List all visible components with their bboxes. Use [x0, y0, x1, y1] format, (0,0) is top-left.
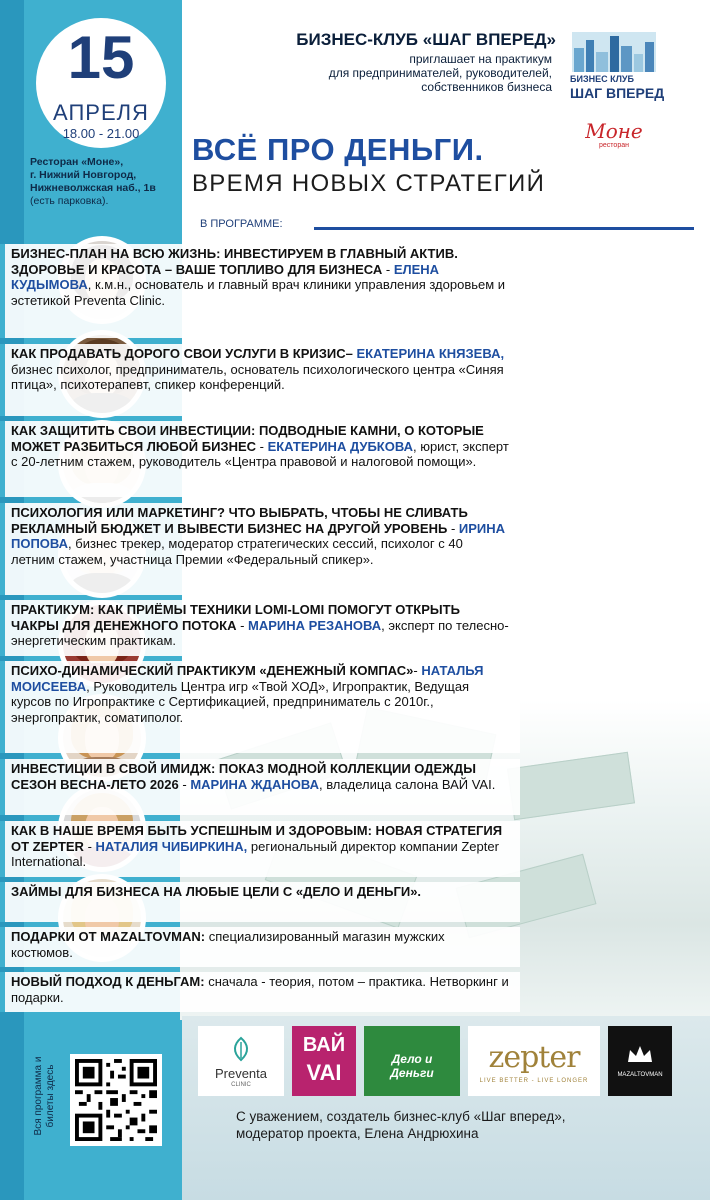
venue-line-3: Нижневолжская наб., 1в	[30, 182, 156, 194]
qr-code[interactable]	[70, 1054, 162, 1146]
qr-code-pattern	[75, 1059, 157, 1141]
club-logo-text-2: ШАГ ВПЕРЕД	[570, 85, 665, 101]
program-item	[0, 661, 520, 753]
venue-line-2: г. Нижний Новгород,	[30, 169, 137, 181]
program-item-title: ИНВЕСТИЦИИ В СВОЙ ИМИДЖ: ПОКАЗ МОДНОЙ КОЛЛЕКЦИИ ОДЕЖДЫ СЕЗОН ВЕСНА-ЛЕТО 2026	[11, 761, 476, 792]
mazaltovman-logo	[608, 1026, 672, 1096]
signature-line-2: модератор проекта, Елена Андрюхина	[236, 1126, 479, 1141]
speaker-name: ЕЛЕНА КУДЫМОВА	[11, 261, 440, 293]
invite-line-2: для предпринимателей, руководителей,	[328, 66, 552, 80]
program-item-sep: -	[382, 261, 394, 277]
vai-logo-bottom: VAI	[306, 1060, 342, 1085]
crown-icon	[626, 1044, 654, 1064]
program-item-title: КАК В НАШЕ ВРЕМЯ БЫТЬ УСПЕШНЫМ И ЗДОРОВЫМ: НОВАЯ СТРАТЕГИЯ ОТ ZEPTER	[11, 823, 503, 854]
club-invite-subtitle	[236, 52, 552, 94]
program-item	[0, 503, 520, 595]
speaker-name: ЕКАТЕРИНА КНЯЗЕВА,	[356, 346, 505, 361]
date-badge	[36, 18, 166, 148]
delo-i-dengi-logo	[364, 1026, 460, 1096]
club-logo	[568, 30, 665, 108]
invite-line-3: собственников бизнеса	[421, 80, 552, 94]
qr-caption: Вся программа и билеты здесь	[33, 1056, 56, 1136]
banknote-art	[507, 752, 635, 820]
program-item-sep: -	[413, 663, 422, 678]
speaker-name: НАТАЛЬЯ МОИСЕЕВА	[11, 663, 484, 694]
vai-logo	[292, 1026, 356, 1096]
main-subtitle: ВРЕМЯ НОВЫХ СТРАТЕГИЙ	[192, 170, 546, 197]
speaker-name: МАРИНА РЕЗАНОВА	[248, 617, 382, 633]
mone-logo-word: Моне	[585, 119, 643, 143]
preventa-logo	[198, 1026, 284, 1096]
date-time: 18.00 - 21.00	[62, 126, 140, 141]
speaker-name: НАТАЛИЯ ЧИБИРКИНА,	[95, 838, 248, 854]
program-label: В ПРОГРАММЕ:	[200, 218, 283, 230]
speaker-description: , к.м.н., основатель и главный врач клиники управления здоровьем и эстетикой Preventa Clinic.	[11, 277, 506, 308]
date-day: 15	[67, 24, 135, 91]
program-item	[0, 882, 520, 922]
speaker-description: региональный директор компании Zepter International.	[11, 838, 499, 870]
club-logo-text-1: БИЗНЕС КЛУБ	[570, 74, 634, 84]
signature	[236, 1108, 706, 1142]
speaker-description: , бизнес трекер, модератор стратегических сессий, психолог с 40 летним стажем, участница Премии «Федеральный спикер».	[11, 536, 463, 567]
leaf-icon	[226, 1036, 256, 1062]
vai-logo-top: ВАЙ	[302, 1034, 346, 1056]
speaker-description: , владелица салона ВАЙ VAI.	[318, 776, 496, 792]
program-divider	[314, 227, 694, 230]
program-item	[0, 421, 520, 497]
invite-line-1: приглашает на практикум	[409, 52, 552, 66]
date-month: АПРЕЛЯ	[53, 100, 149, 125]
program-item	[0, 244, 520, 338]
venue-address	[30, 156, 180, 208]
zepter-logo-text: zepter	[488, 1040, 580, 1075]
speaker-description: , Руководитель Центра игр «Твой ХОД», Игропрактик, Ведущая курсов по Игропрактике с Сертификацией, предприниматель с 2010г., энергопрактик, соматиполог.	[11, 678, 470, 725]
speaker-description: бизнес психолог, предприниматель, основатель психологического центра «Синяя птица», психотерапевт, спикер конференций.	[11, 361, 504, 393]
program-item-title: БИЗНЕС-ПЛАН НА ВСЮ ЖИЗНЬ: ИНВЕСТИРУЕМ В ГЛАВНЫЙ АКТИВ. ЗДОРОВЬЕ И КРАСОТА – ВАШЕ ТОПЛИВО ДЛЯ БИЗНЕСА	[11, 246, 458, 277]
mone-logo-sub: ресторан	[599, 142, 629, 149]
program-item-description: специализированный магазин мужских костюмов.	[11, 929, 445, 960]
program-item-title: ПСИХОЛОГИЯ ИЛИ МАРКЕТИНГ? ЧТО ВЫБРАТЬ, ЧТОБЫ НЕ СЛИВАТЬ РЕКЛАМНЫЙ БЮДЖЕТ И ВЫВЕСТИ БИЗНЕС НА ДРУГОЙ УРОВЕНЬ	[11, 505, 468, 536]
signature-line-1: С уважением, создатель бизнес-клуб «Шаг вперед»,	[236, 1109, 566, 1124]
program-item-sep: -	[256, 438, 268, 454]
speaker-name: ИРИНА ПОПОВА	[11, 520, 506, 552]
program-item	[0, 759, 520, 815]
speaker-description: , эксперт по телесно-энергетическим практикам.	[11, 617, 509, 649]
main-title: ВСЁ ПРО ДЕНЬГИ.	[192, 132, 484, 167]
program-item-title: КАК ЗАЩИТИТЬ СВОИ ИНВЕСТИЦИИ: ПОДВОДНЫЕ КАМНИ, О КОТОРЫЕ МОЖЕТ РАЗБИТЬСЯ ЛЮБОЙ БИЗНЕС	[11, 423, 484, 454]
mone-restaurant-logo	[566, 120, 662, 150]
program-item-title: ЗАЙМЫ ДЛЯ БИЗНЕСА НА ЛЮБЫЕ ЦЕЛИ С «ДЕЛО И ДЕНЬГИ».	[11, 884, 422, 899]
program-item-sep: -	[178, 776, 191, 792]
program-item	[0, 927, 520, 967]
preventa-logo-sub: CLINIC	[231, 1082, 251, 1088]
venue-line-1: Ресторан «Моне»,	[30, 156, 124, 168]
speaker-description: , юрист, эксперт с 20-летним стажем, руководитель «Центра правовой и налоговой помощи».	[11, 438, 509, 470]
zepter-logo-sub: LIVE BETTER - LIVE LONGER	[479, 1078, 589, 1084]
program-item	[0, 600, 520, 656]
program-item	[0, 972, 520, 1012]
program-item-sep: -	[236, 617, 249, 633]
program-item-sep: -	[447, 520, 459, 536]
program-item-title: ПСИХО-ДИНАМИЧЕСКИЙ ПРАКТИКУМ «ДЕНЕЖНЫЙ КОМПАС»	[11, 663, 414, 678]
delo-logo-text: Дело и Деньги	[390, 1052, 434, 1080]
preventa-logo-text: Preventa	[214, 1066, 268, 1081]
club-invite-title: БИЗНЕС-КЛУБ «ШАГ ВПЕРЕД»	[296, 30, 556, 49]
program-item-title: ПОДАРКИ ОТ MAZALTOVMAN:	[11, 929, 206, 944]
city-skyline-icon	[572, 32, 656, 72]
speaker-name: МАРИНА ЖДАНОВА	[190, 776, 319, 792]
program-item-title: НОВЫЙ ПОДХОД К ДЕНЬГАМ:	[11, 974, 205, 989]
mazaltovman-logo-text: MAZALTOVMAN	[617, 1072, 663, 1078]
program-item	[0, 344, 520, 416]
zepter-logo	[468, 1026, 600, 1096]
venue-line-4: (есть парковка).	[30, 195, 109, 207]
program-item-title: КАК ПРОДАВАТЬ ДОРОГО СВОИ УСЛУГИ В КРИЗИС–	[11, 346, 353, 361]
program-item-sep: -	[83, 838, 96, 854]
program-item-title: ПРАКТИКУМ: КАК ПРИЁМЫ ТЕХНИКИ LOMI-LOMI ПОМОГУТ ОТКРЫТЬ ЧАКРЫ ДЛЯ ДЕНЕЖНОГО ПОТОКА	[11, 602, 460, 633]
program-item-description: сначала - теория, потом – практика. Нетворкинг и подарки.	[11, 974, 509, 1005]
program-item	[0, 821, 520, 877]
speaker-name: ЕКАТЕРИНА ДУБКОВА	[267, 438, 413, 454]
